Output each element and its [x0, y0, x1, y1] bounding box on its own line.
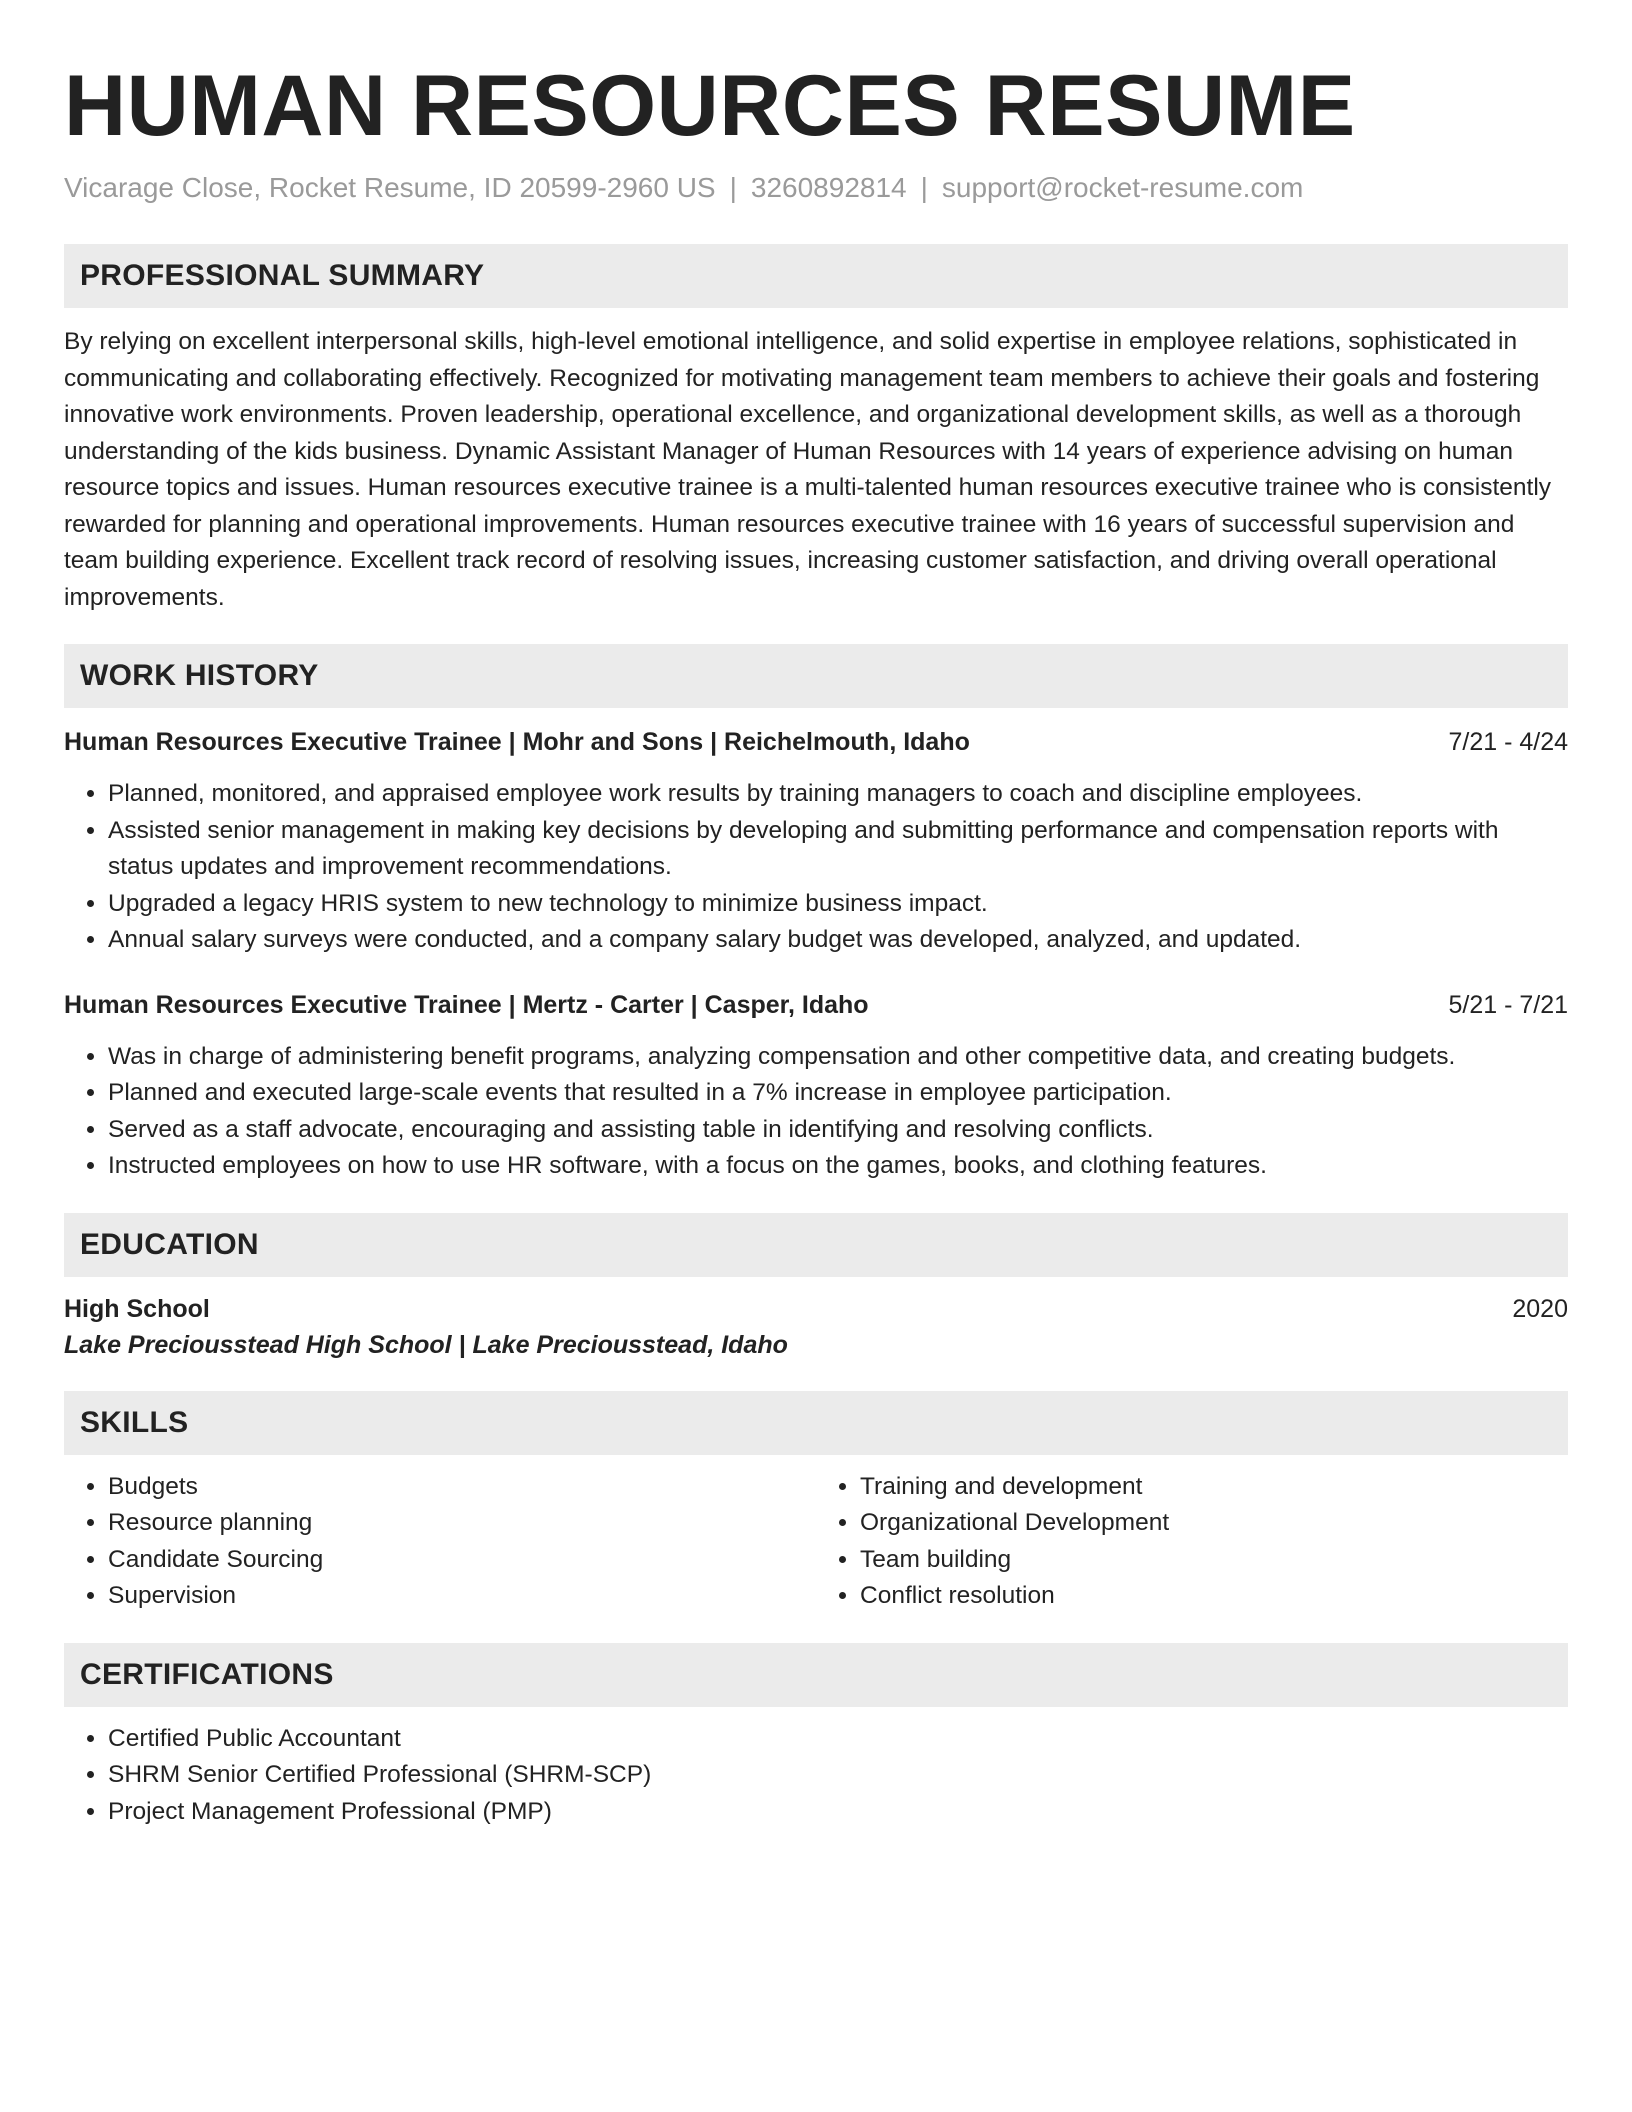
list-item: • Supervision [108, 1578, 816, 1615]
education-year: 2020 [1512, 1294, 1568, 1323]
job-dates: 5/21 - 7/21 [1448, 990, 1568, 1019]
skills-list-left [64, 1469, 816, 1615]
contact-email: support@rocket-resume.com [941, 172, 1304, 203]
summary-heading: PROFESSIONAL SUMMARY [64, 244, 1568, 308]
list-item: • Candidate Sourcing [108, 1542, 816, 1579]
skills-section [64, 1391, 1568, 1615]
education-header [64, 1291, 1568, 1327]
summary-text: By relying on excellent interpersonal skills, high-level emotional intelligence, and solid expertise in employee relations, sophisticated in communicating and collaborating effectively. Recognized for motivating management team members to achieve their goals and fostering innovative work environments. Proven leadership, operational excellence, and organizational development skills, as well as a thorough understanding of the kids business. Dynamic Assistant Manager of Human Resources with 14 years of experience advising on human resource topics and issues. Human resources executive trainee is a multi-talented human resources executive trainee who is consistently rewarded for planning and operational improvements. Human resources executive trainee with 16 years of successful supervision and team building experience. Excellent track record of resolving issues, increasing customer satisfaction, and driving overall operational improvements. [64, 328, 1552, 611]
contact-separator: | [920, 172, 928, 203]
work-history-heading: WORK HISTORY [64, 644, 1568, 708]
list-item: • Training and development [860, 1469, 1568, 1506]
work-history-section [64, 644, 1568, 1185]
job-bullets [64, 776, 1568, 959]
job-header [64, 987, 1568, 1023]
list-item: • Organizational Development [860, 1505, 1568, 1542]
job-entry [64, 724, 1568, 959]
contact-phone: 3260892814 [750, 172, 907, 203]
education-school: Lake Preciousstead High School | Lake Preciousstead, Idaho [64, 1330, 788, 1359]
education-degree: High School [64, 1294, 210, 1323]
resume-title: HUMAN RESOURCES RESUME [64, 58, 1356, 154]
list-item: • Planned and executed large-scale events that resulted in a 7% increase in employee participation. [108, 1075, 1568, 1112]
job-entry [64, 987, 1568, 1185]
list-item: • Budgets [108, 1469, 816, 1506]
list-item: • Certified Public Accountant [108, 1721, 1568, 1758]
contact-separator: | [729, 172, 737, 203]
list-item: • Instructed employees on how to use HR software, with a focus on the games, books, and clothing features. [108, 1148, 1568, 1185]
certifications-list [64, 1721, 1568, 1831]
list-item: • Was in charge of administering benefit programs, analyzing compensation and other competitive data, and creating budgets. [108, 1039, 1568, 1076]
list-item: • Planned, monitored, and appraised employee work results by training managers to coach and discipline employees. [108, 776, 1568, 813]
job-header [64, 724, 1568, 760]
summary-section [64, 244, 1568, 616]
skills-grid [64, 1469, 1568, 1615]
list-item: • Resource planning [108, 1505, 816, 1542]
job-dates: 7/21 - 4/24 [1448, 728, 1568, 756]
education-entry [64, 1291, 1568, 1363]
skills-heading: SKILLS [64, 1391, 1568, 1455]
job-bullets [64, 1039, 1568, 1185]
skills-list-right [816, 1469, 1568, 1615]
certifications-section [64, 1643, 1568, 1831]
list-item: • Project Management Professional (PMP) [108, 1794, 1568, 1831]
job-title: Human Resources Executive Trainee | Mertz - Carter | Casper, Idaho [64, 990, 869, 1019]
list-item: • SHRM Senior Certified Professional (SHRM-SCP) [108, 1757, 1568, 1794]
list-item: • Annual salary surveys were conducted, and a company salary budget was developed, analyzed, and updated. [108, 922, 1568, 959]
contact-address: Vicarage Close, Rocket Resume, ID 20599-2960 US [64, 172, 716, 203]
education-heading: EDUCATION [64, 1213, 1568, 1277]
list-item: • Served as a staff advocate, encouraging and assisting table in identifying and resolving conflicts. [108, 1112, 1568, 1149]
list-item: • Upgraded a legacy HRIS system to new technology to minimize business impact. [108, 886, 1568, 923]
job-title: Human Resources Executive Trainee | Mohr and Sons | Reichelmouth, Idaho [64, 728, 970, 756]
list-item: • Conflict resolution [860, 1578, 1568, 1615]
education-section [64, 1213, 1568, 1363]
list-item: • Assisted senior management in making key decisions by developing and submitting performance and compensation reports with status updates and improvement recommendations. [108, 813, 1568, 886]
certifications-heading: CERTIFICATIONS [64, 1643, 1568, 1707]
list-item: • Team building [860, 1542, 1568, 1579]
contact-line [64, 170, 1568, 206]
